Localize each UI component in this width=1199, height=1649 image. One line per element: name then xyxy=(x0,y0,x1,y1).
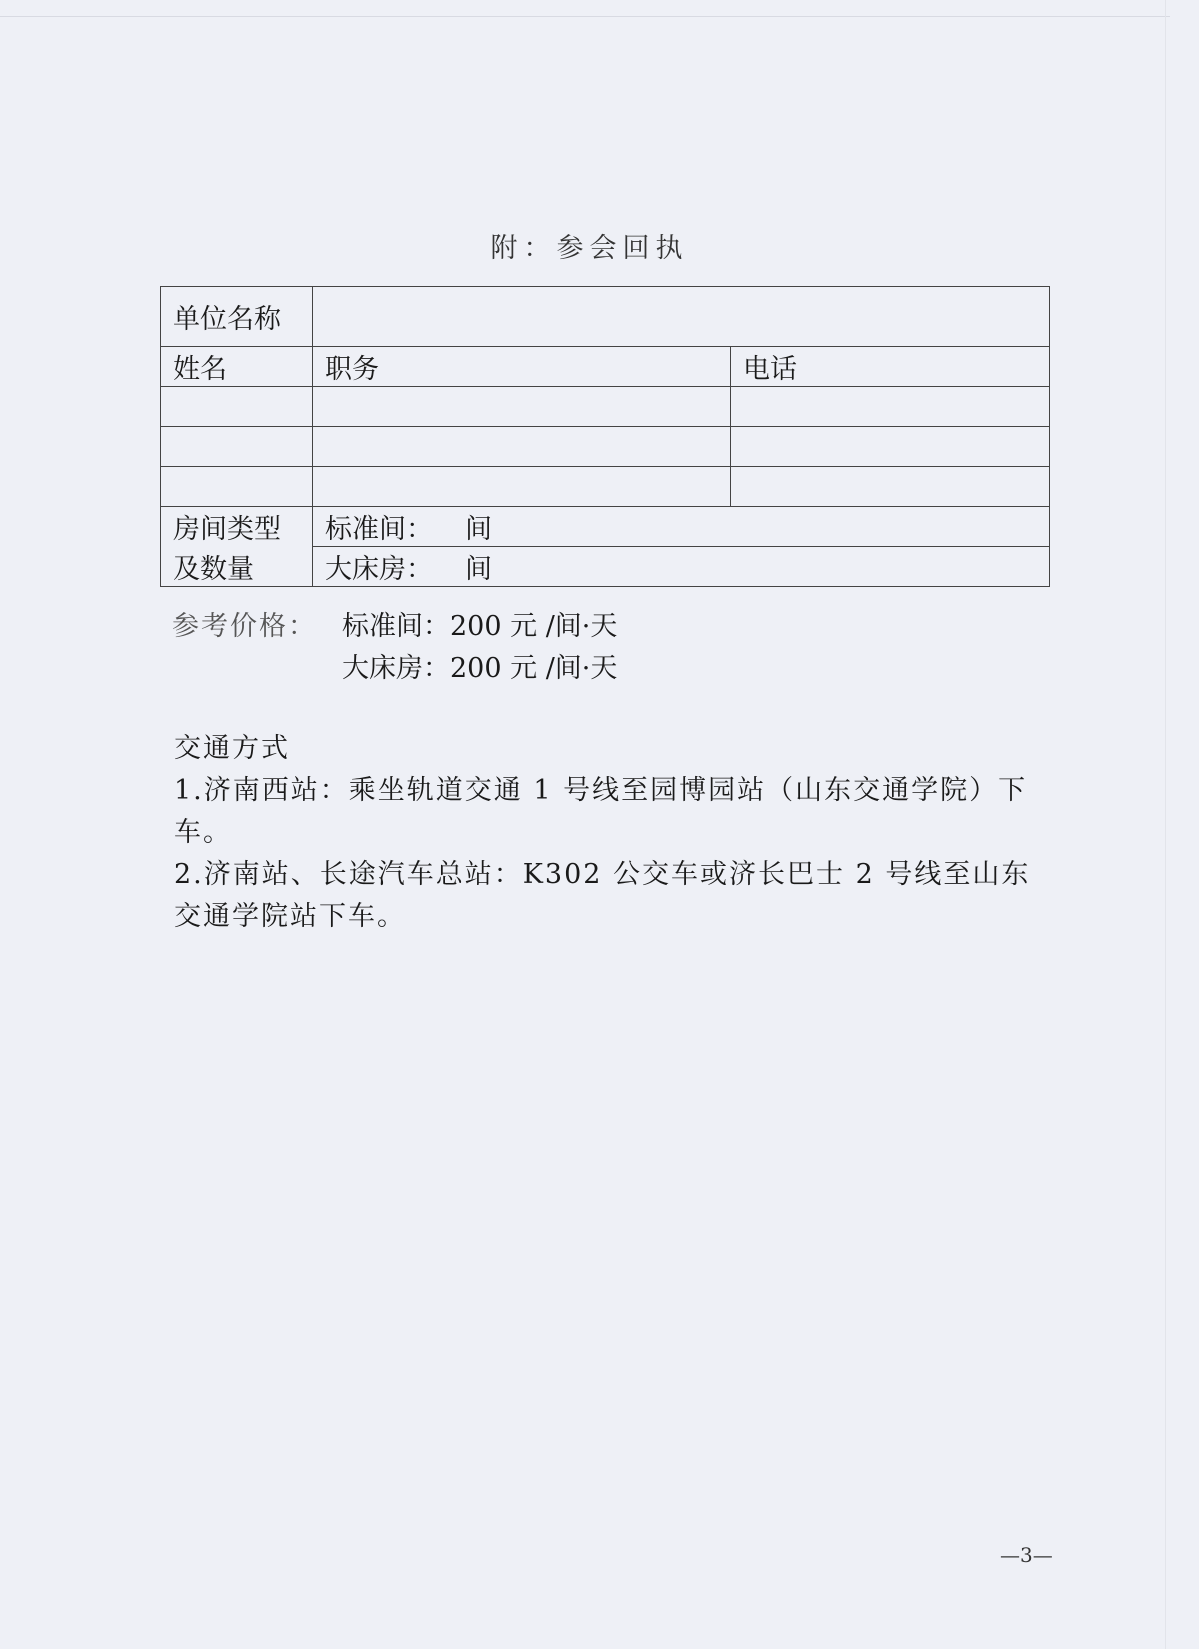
reference-price-label: 参考价格： xyxy=(172,611,317,642)
room-king-label: 大床房： xyxy=(325,554,433,585)
reference-price xyxy=(172,606,617,690)
reference-price-line1 xyxy=(172,606,617,648)
room-king-row xyxy=(161,547,1050,587)
document-title: 附：参会回执 xyxy=(490,233,689,264)
col-phone-header: 电话 xyxy=(731,347,1050,387)
page-edge-top xyxy=(0,16,1170,17)
room-standard-label: 标准间： xyxy=(325,514,433,545)
unit-value-cell[interactable] xyxy=(313,287,1050,347)
room-king-cell[interactable] xyxy=(313,547,1050,587)
page-number: —3— xyxy=(1000,1543,1053,1567)
room-label-line1: 房间类型 xyxy=(161,507,313,547)
transport-heading: 交通方式 xyxy=(174,733,290,764)
attendee-name-cell[interactable] xyxy=(161,387,313,427)
attendee-position-cell[interactable] xyxy=(313,427,731,467)
reference-price-king: 大床房：200 元 /间·天 xyxy=(342,653,618,684)
attendee-position-cell[interactable] xyxy=(313,467,731,507)
attendee-phone-cell[interactable] xyxy=(731,427,1050,467)
unit-row xyxy=(161,287,1050,347)
col-name-header: 姓名 xyxy=(161,347,313,387)
header-row xyxy=(161,347,1050,387)
attendee-position-cell[interactable] xyxy=(313,387,731,427)
room-label-line2: 及数量 xyxy=(161,547,313,587)
attendee-row xyxy=(161,427,1050,467)
transport-item-2: 2.济南站、长途汽车总站：K302 公交车或济长巴士 2 号线至山东交通学院站下车。 xyxy=(174,859,1031,932)
attendee-name-cell[interactable] xyxy=(161,467,313,507)
attendee-phone-cell[interactable] xyxy=(731,387,1050,427)
attendee-name-cell[interactable] xyxy=(161,427,313,467)
room-standard-row xyxy=(161,507,1050,547)
reference-price-standard: 标准间：200 元 /间·天 xyxy=(342,611,618,642)
attendee-row xyxy=(161,387,1050,427)
transport-section xyxy=(174,728,1054,938)
attendee-phone-cell[interactable] xyxy=(731,467,1050,507)
registration-form-table xyxy=(160,286,1050,587)
unit-label: 单位名称 xyxy=(161,287,313,347)
attendee-row xyxy=(161,467,1050,507)
col-position-header: 职务 xyxy=(313,347,731,387)
transport-item-1: 1.济南西站：乘坐轨道交通 1 号线至园博园站（山东交通学院）下车。 xyxy=(174,775,1028,848)
room-king-unit: 间 xyxy=(465,554,492,585)
room-standard-unit: 间 xyxy=(465,514,492,545)
room-standard-cell[interactable] xyxy=(313,507,1050,547)
